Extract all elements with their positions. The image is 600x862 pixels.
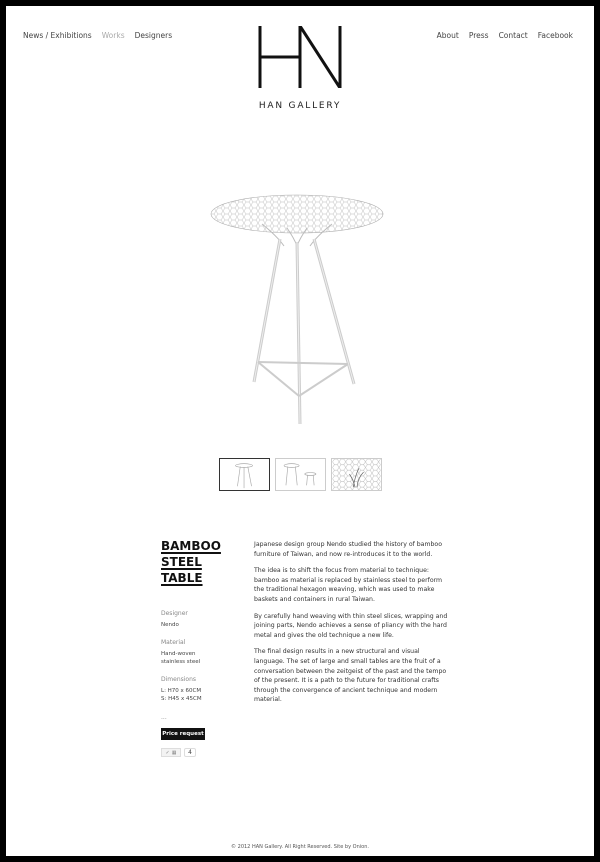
nav-facebook[interactable]: Facebook (537, 31, 573, 40)
grid-icon: ▦ (171, 749, 177, 756)
nav-contact[interactable]: Contact (498, 31, 528, 40)
description-paragraph: Japanese design group Nendo studied the history of bamboo furniture of Taiwan, and now re-introduces it to the world. (254, 541, 442, 558)
like-row (161, 748, 196, 757)
price-request-button[interactable]: Price request (161, 728, 205, 740)
thumbnail-strip (219, 458, 382, 491)
dimensions-block (161, 676, 202, 704)
nav-news-exhibitions[interactable]: News / Exhibitions (23, 31, 92, 40)
designer-block (161, 610, 188, 629)
han-logo[interactable] (258, 26, 342, 88)
thumbnail-1[interactable] (219, 458, 270, 491)
nav-press[interactable]: Press (468, 31, 489, 40)
material-value: Hand-woven (161, 650, 196, 657)
thumbnail-2[interactable] (275, 458, 326, 491)
product-title-line: BAMBOO (161, 539, 221, 553)
nav-about[interactable]: About (436, 31, 459, 40)
more-ellipsis: ... (161, 714, 167, 721)
dimensions-value: S: H45 x 45CM (161, 696, 202, 702)
like-count: 4 (184, 748, 196, 757)
nav-works[interactable]: Works (101, 31, 125, 40)
description-paragraph: By carefully hand weaving with thin steel slices, wrapping and joining parts, Nendo achieves a sense of pliancy with the hard metal and gives the old technique a new life. (254, 612, 448, 639)
product-title (161, 538, 241, 586)
designer-label: Designer (161, 610, 188, 617)
dimensions-value: L: H70 x 60CM (161, 687, 202, 694)
designer-value: Nendo (161, 621, 179, 628)
check-icon: ✓ (165, 749, 170, 756)
page-frame (6, 6, 594, 856)
product-title-line: STEEL (161, 555, 202, 569)
thumbnail-3[interactable] (331, 458, 382, 491)
like-button[interactable] (161, 748, 181, 757)
product-hero-image (202, 184, 392, 434)
nav-right (437, 31, 573, 40)
material-value: stainless steel (161, 659, 201, 665)
material-label: Material (161, 639, 186, 646)
product-title-line: TABLE (161, 571, 203, 585)
product-description (254, 540, 449, 712)
nav-left (23, 31, 172, 40)
dimensions-label: Dimensions (161, 676, 197, 683)
nav-designers[interactable]: Designers (134, 31, 173, 40)
footer-copyright: © 2012 HAN Gallery. All Right Reserved. Site by Onion. (231, 844, 369, 850)
material-block (161, 639, 200, 667)
gallery-name: HAN GALLERY (258, 101, 342, 111)
description-paragraph: The final design results in a new structural and visual language. The set of large and small tables are the fruit of a conversation between the zeitgeist of the past and the tempo of the present. It is a path to the future for traditional crafts through the convergence of ancient technique and modern material. (254, 648, 447, 704)
description-paragraph: The idea is to shift the focus from material to technique: bamboo as material is replaced by stainless steel to perform the traditional hexagon weaving, which was used to make baskets and containers in rural Taiwan. (254, 567, 443, 603)
